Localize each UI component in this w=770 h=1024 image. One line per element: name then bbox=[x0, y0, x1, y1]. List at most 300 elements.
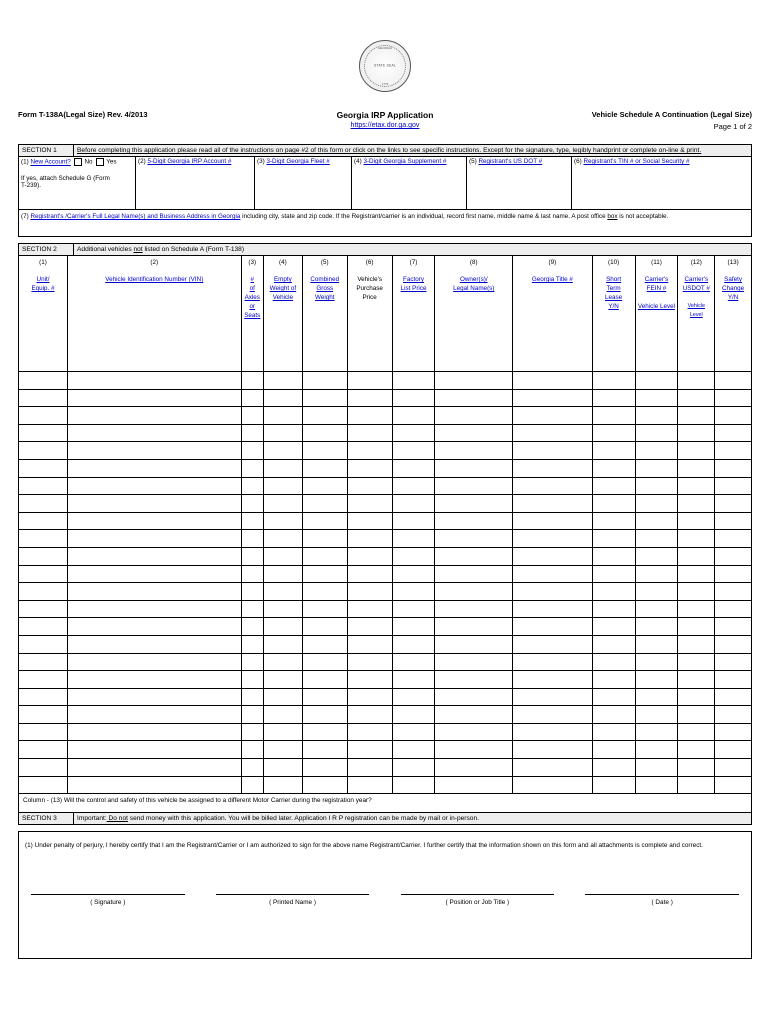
table-cell[interactable] bbox=[241, 635, 263, 653]
table-cell[interactable] bbox=[264, 618, 303, 636]
table-cell[interactable] bbox=[302, 653, 347, 671]
table-cell[interactable] bbox=[715, 565, 752, 583]
col10-line2[interactable]: Term bbox=[606, 285, 621, 292]
table-cell[interactable] bbox=[392, 442, 435, 460]
table-cell[interactable] bbox=[513, 688, 593, 706]
table-cell[interactable] bbox=[513, 635, 593, 653]
table-cell[interactable] bbox=[347, 512, 392, 530]
table-cell[interactable] bbox=[19, 477, 68, 495]
table-row[interactable] bbox=[19, 547, 752, 565]
table-cell[interactable] bbox=[19, 565, 68, 583]
table-cell[interactable] bbox=[513, 372, 593, 390]
table-cell[interactable] bbox=[513, 671, 593, 689]
table-cell[interactable] bbox=[635, 741, 678, 759]
table-cell[interactable] bbox=[678, 635, 715, 653]
table-cell[interactable] bbox=[241, 618, 263, 636]
table-cell[interactable] bbox=[678, 618, 715, 636]
table-cell[interactable] bbox=[513, 618, 593, 636]
new-account-no-checkbox[interactable] bbox=[74, 158, 82, 166]
table-cell[interactable] bbox=[264, 565, 303, 583]
table-cell[interactable] bbox=[592, 530, 635, 548]
table-row[interactable] bbox=[19, 706, 752, 724]
table-cell[interactable] bbox=[592, 389, 635, 407]
table-cell[interactable] bbox=[19, 653, 68, 671]
table-cell[interactable] bbox=[678, 759, 715, 777]
table-cell[interactable] bbox=[635, 495, 678, 513]
table-cell[interactable] bbox=[635, 547, 678, 565]
table-cell[interactable] bbox=[241, 600, 263, 618]
table-cell[interactable] bbox=[678, 547, 715, 565]
table-cell[interactable] bbox=[635, 389, 678, 407]
table-cell[interactable] bbox=[592, 618, 635, 636]
table-cell[interactable] bbox=[513, 407, 593, 425]
table-cell[interactable] bbox=[678, 495, 715, 513]
table-cell[interactable] bbox=[435, 442, 513, 460]
table-cell[interactable] bbox=[592, 723, 635, 741]
table-cell[interactable] bbox=[678, 776, 715, 794]
table-row[interactable] bbox=[19, 389, 752, 407]
table-cell[interactable] bbox=[715, 512, 752, 530]
table-cell[interactable] bbox=[347, 688, 392, 706]
table-cell[interactable] bbox=[435, 600, 513, 618]
table-cell[interactable] bbox=[19, 706, 68, 724]
col3-line4[interactable]: or bbox=[249, 303, 256, 310]
col5-line2[interactable]: Gross bbox=[316, 285, 334, 292]
col13-line1[interactable]: Safety bbox=[724, 276, 743, 283]
table-cell[interactable] bbox=[635, 635, 678, 653]
table-cell[interactable] bbox=[68, 565, 242, 583]
table-cell[interactable] bbox=[264, 512, 303, 530]
table-cell[interactable] bbox=[241, 583, 263, 601]
table-cell[interactable] bbox=[241, 512, 263, 530]
table-cell[interactable] bbox=[264, 442, 303, 460]
table-cell[interactable] bbox=[347, 600, 392, 618]
table-cell[interactable] bbox=[392, 389, 435, 407]
table-cell[interactable] bbox=[347, 759, 392, 777]
table-cell[interactable] bbox=[302, 706, 347, 724]
table-cell[interactable] bbox=[435, 635, 513, 653]
table-cell[interactable] bbox=[592, 442, 635, 460]
table-cell[interactable] bbox=[678, 600, 715, 618]
table-cell[interactable] bbox=[241, 671, 263, 689]
table-cell[interactable] bbox=[347, 776, 392, 794]
table-cell[interactable] bbox=[592, 653, 635, 671]
table-cell[interactable] bbox=[715, 547, 752, 565]
table-cell[interactable] bbox=[678, 723, 715, 741]
table-cell[interactable] bbox=[68, 635, 242, 653]
table-cell[interactable] bbox=[715, 477, 752, 495]
table-cell[interactable] bbox=[513, 741, 593, 759]
table-row[interactable] bbox=[19, 688, 752, 706]
table-cell[interactable] bbox=[513, 512, 593, 530]
table-cell[interactable] bbox=[347, 583, 392, 601]
table-cell[interactable] bbox=[635, 459, 678, 477]
table-cell[interactable] bbox=[241, 424, 263, 442]
table-cell[interactable] bbox=[513, 723, 593, 741]
table-cell[interactable] bbox=[435, 759, 513, 777]
table-row[interactable] bbox=[19, 477, 752, 495]
table-cell[interactable] bbox=[592, 495, 635, 513]
table-cell[interactable] bbox=[392, 741, 435, 759]
col1-line1[interactable]: Unit/ bbox=[36, 276, 50, 283]
table-cell[interactable] bbox=[19, 583, 68, 601]
table-cell[interactable] bbox=[513, 653, 593, 671]
col3-line3[interactable]: Axles bbox=[244, 294, 260, 301]
col13-line2[interactable]: Change bbox=[722, 285, 745, 292]
table-cell[interactable] bbox=[302, 389, 347, 407]
table-cell[interactable] bbox=[678, 706, 715, 724]
table-cell[interactable] bbox=[678, 459, 715, 477]
table-cell[interactable] bbox=[635, 688, 678, 706]
table-cell[interactable] bbox=[19, 495, 68, 513]
table-cell[interactable] bbox=[264, 424, 303, 442]
table-cell[interactable] bbox=[264, 706, 303, 724]
table-cell[interactable] bbox=[678, 530, 715, 548]
table-row[interactable] bbox=[19, 723, 752, 741]
table-cell[interactable] bbox=[513, 600, 593, 618]
table-cell[interactable] bbox=[264, 653, 303, 671]
table-cell[interactable] bbox=[241, 706, 263, 724]
table-cell[interactable] bbox=[715, 407, 752, 425]
table-cell[interactable] bbox=[264, 600, 303, 618]
table-cell[interactable] bbox=[68, 372, 242, 390]
table-cell[interactable] bbox=[347, 442, 392, 460]
table-cell[interactable] bbox=[241, 565, 263, 583]
table-cell[interactable] bbox=[635, 759, 678, 777]
table-cell[interactable] bbox=[19, 600, 68, 618]
table-cell[interactable] bbox=[392, 530, 435, 548]
col9-line1[interactable]: Georgia Title # bbox=[531, 276, 573, 283]
table-cell[interactable] bbox=[19, 530, 68, 548]
table-cell[interactable] bbox=[19, 618, 68, 636]
table-cell[interactable] bbox=[513, 495, 593, 513]
col8-line2[interactable]: Legal Name(s) bbox=[453, 285, 495, 292]
table-cell[interactable] bbox=[392, 583, 435, 601]
table-cell[interactable] bbox=[678, 477, 715, 495]
table-cell[interactable] bbox=[302, 583, 347, 601]
col2-line1[interactable]: Vehicle Identification Number (VIN) bbox=[105, 276, 204, 283]
table-cell[interactable] bbox=[715, 600, 752, 618]
table-cell[interactable] bbox=[302, 442, 347, 460]
table-cell[interactable] bbox=[68, 759, 242, 777]
table-row[interactable] bbox=[19, 600, 752, 618]
table-cell[interactable] bbox=[68, 424, 242, 442]
field-new-account[interactable] bbox=[19, 157, 136, 210]
table-cell[interactable] bbox=[68, 776, 242, 794]
table-cell[interactable] bbox=[513, 565, 593, 583]
table-cell[interactable] bbox=[68, 671, 242, 689]
table-cell[interactable] bbox=[302, 776, 347, 794]
table-cell[interactable] bbox=[513, 442, 593, 460]
table-cell[interactable] bbox=[19, 389, 68, 407]
position-title-field[interactable] bbox=[395, 893, 561, 906]
table-row[interactable] bbox=[19, 565, 752, 583]
table-cell[interactable] bbox=[592, 671, 635, 689]
table-cell[interactable] bbox=[68, 706, 242, 724]
table-cell[interactable] bbox=[715, 618, 752, 636]
table-cell[interactable] bbox=[435, 530, 513, 548]
table-cell[interactable] bbox=[392, 424, 435, 442]
table-cell[interactable] bbox=[635, 583, 678, 601]
table-cell[interactable] bbox=[264, 389, 303, 407]
field-supplement-number[interactable] bbox=[352, 157, 467, 210]
table-cell[interactable] bbox=[678, 442, 715, 460]
table-cell[interactable] bbox=[392, 459, 435, 477]
field-us-dot[interactable] bbox=[467, 157, 572, 210]
col1-line2[interactable]: Equip. # bbox=[31, 285, 55, 292]
table-cell[interactable] bbox=[715, 442, 752, 460]
table-cell[interactable] bbox=[435, 688, 513, 706]
table-cell[interactable] bbox=[264, 583, 303, 601]
table-cell[interactable] bbox=[635, 477, 678, 495]
table-cell[interactable] bbox=[678, 389, 715, 407]
table-cell[interactable] bbox=[302, 671, 347, 689]
table-cell[interactable] bbox=[715, 372, 752, 390]
table-row[interactable] bbox=[19, 512, 752, 530]
table-cell[interactable] bbox=[592, 688, 635, 706]
table-cell[interactable] bbox=[635, 723, 678, 741]
table-row[interactable] bbox=[19, 759, 752, 777]
table-cell[interactable] bbox=[678, 424, 715, 442]
table-cell[interactable] bbox=[592, 407, 635, 425]
table-row[interactable] bbox=[19, 653, 752, 671]
table-cell[interactable] bbox=[678, 653, 715, 671]
table-cell[interactable] bbox=[68, 459, 242, 477]
table-cell[interactable] bbox=[635, 653, 678, 671]
table-cell[interactable] bbox=[715, 583, 752, 601]
table-cell[interactable] bbox=[302, 741, 347, 759]
table-cell[interactable] bbox=[435, 618, 513, 636]
col12-line2[interactable]: USDOT # bbox=[682, 285, 710, 292]
field-fleet-number[interactable] bbox=[255, 157, 352, 210]
col11-line1[interactable]: Carrier's bbox=[644, 276, 669, 283]
table-cell[interactable] bbox=[68, 600, 242, 618]
table-cell[interactable] bbox=[392, 618, 435, 636]
date-field[interactable] bbox=[579, 893, 745, 906]
date-line[interactable] bbox=[585, 893, 739, 895]
table-cell[interactable] bbox=[592, 759, 635, 777]
table-cell[interactable] bbox=[715, 459, 752, 477]
table-cell[interactable] bbox=[392, 512, 435, 530]
table-cell[interactable] bbox=[678, 512, 715, 530]
table-cell[interactable] bbox=[715, 706, 752, 724]
table-cell[interactable] bbox=[347, 459, 392, 477]
table-cell[interactable] bbox=[392, 653, 435, 671]
table-cell[interactable] bbox=[68, 389, 242, 407]
table-cell[interactable] bbox=[241, 688, 263, 706]
printed-name-line[interactable] bbox=[216, 893, 370, 895]
table-cell[interactable] bbox=[19, 547, 68, 565]
col12-line4[interactable]: Vehicle Level bbox=[687, 303, 705, 318]
table-cell[interactable] bbox=[635, 512, 678, 530]
col4-line3[interactable]: Vehicle bbox=[272, 294, 294, 301]
etax-link[interactable]: https://etax.dor.ga.gov bbox=[350, 122, 420, 129]
col12-line1[interactable]: Carrier's bbox=[684, 276, 709, 283]
table-cell[interactable] bbox=[392, 477, 435, 495]
table-cell[interactable] bbox=[715, 424, 752, 442]
table-cell[interactable] bbox=[264, 530, 303, 548]
table-cell[interactable] bbox=[347, 530, 392, 548]
table-cell[interactable] bbox=[435, 671, 513, 689]
col10-line4[interactable]: Y/N bbox=[608, 303, 619, 310]
table-cell[interactable] bbox=[347, 495, 392, 513]
table-cell[interactable] bbox=[435, 459, 513, 477]
table-cell[interactable] bbox=[241, 407, 263, 425]
table-cell[interactable] bbox=[302, 530, 347, 548]
col3-line5[interactable]: Seats bbox=[244, 312, 261, 319]
table-cell[interactable] bbox=[678, 407, 715, 425]
table-cell[interactable] bbox=[592, 706, 635, 724]
table-cell[interactable] bbox=[435, 407, 513, 425]
signature-line[interactable] bbox=[31, 893, 185, 895]
table-cell[interactable] bbox=[68, 688, 242, 706]
table-cell[interactable] bbox=[347, 407, 392, 425]
table-cell[interactable] bbox=[19, 424, 68, 442]
table-cell[interactable] bbox=[715, 671, 752, 689]
table-row[interactable] bbox=[19, 424, 752, 442]
col5-line3[interactable]: Weight bbox=[314, 294, 335, 301]
table-cell[interactable] bbox=[592, 600, 635, 618]
table-cell[interactable] bbox=[678, 741, 715, 759]
table-cell[interactable] bbox=[19, 741, 68, 759]
table-row[interactable] bbox=[19, 459, 752, 477]
table-cell[interactable] bbox=[302, 459, 347, 477]
table-cell[interactable] bbox=[302, 565, 347, 583]
table-cell[interactable] bbox=[302, 495, 347, 513]
table-cell[interactable] bbox=[347, 741, 392, 759]
table-cell[interactable] bbox=[19, 723, 68, 741]
col3-line2[interactable]: of bbox=[249, 285, 255, 292]
table-cell[interactable] bbox=[68, 741, 242, 759]
table-cell[interactable] bbox=[302, 759, 347, 777]
table-cell[interactable] bbox=[302, 547, 347, 565]
table-row[interactable] bbox=[19, 530, 752, 548]
table-cell[interactable] bbox=[347, 635, 392, 653]
table-cell[interactable] bbox=[592, 741, 635, 759]
table-cell[interactable] bbox=[264, 372, 303, 390]
table-cell[interactable] bbox=[241, 759, 263, 777]
table-cell[interactable] bbox=[347, 477, 392, 495]
table-cell[interactable] bbox=[435, 706, 513, 724]
table-cell[interactable] bbox=[592, 424, 635, 442]
table-cell[interactable] bbox=[513, 776, 593, 794]
table-cell[interactable] bbox=[241, 389, 263, 407]
table-cell[interactable] bbox=[392, 723, 435, 741]
table-cell[interactable] bbox=[513, 389, 593, 407]
table-cell[interactable] bbox=[241, 459, 263, 477]
table-cell[interactable] bbox=[513, 530, 593, 548]
table-cell[interactable] bbox=[264, 495, 303, 513]
field-registrant-address[interactable] bbox=[19, 210, 752, 237]
table-cell[interactable] bbox=[392, 635, 435, 653]
table-cell[interactable] bbox=[435, 495, 513, 513]
position-title-line[interactable] bbox=[401, 893, 555, 895]
table-cell[interactable] bbox=[678, 583, 715, 601]
table-cell[interactable] bbox=[68, 407, 242, 425]
table-cell[interactable] bbox=[513, 477, 593, 495]
col7-line2[interactable]: List Price bbox=[400, 285, 427, 292]
table-cell[interactable] bbox=[347, 723, 392, 741]
table-row[interactable] bbox=[19, 618, 752, 636]
table-cell[interactable] bbox=[635, 776, 678, 794]
table-cell[interactable] bbox=[392, 671, 435, 689]
table-row[interactable] bbox=[19, 671, 752, 689]
table-row[interactable] bbox=[19, 583, 752, 601]
table-cell[interactable] bbox=[392, 688, 435, 706]
col7-line1[interactable]: Factory bbox=[403, 276, 425, 283]
table-cell[interactable] bbox=[19, 372, 68, 390]
table-cell[interactable] bbox=[264, 723, 303, 741]
table-cell[interactable] bbox=[592, 512, 635, 530]
table-cell[interactable] bbox=[19, 459, 68, 477]
table-cell[interactable] bbox=[678, 671, 715, 689]
table-cell[interactable] bbox=[302, 635, 347, 653]
field-irp-account[interactable] bbox=[136, 157, 255, 210]
table-cell[interactable] bbox=[592, 583, 635, 601]
table-cell[interactable] bbox=[302, 618, 347, 636]
col4-line2[interactable]: Weight of bbox=[269, 285, 297, 292]
col11-line4[interactable]: Vehicle Level bbox=[637, 303, 676, 310]
table-cell[interactable] bbox=[513, 547, 593, 565]
table-cell[interactable] bbox=[513, 424, 593, 442]
table-row[interactable] bbox=[19, 407, 752, 425]
table-cell[interactable] bbox=[435, 653, 513, 671]
table-cell[interactable] bbox=[592, 776, 635, 794]
table-cell[interactable] bbox=[715, 530, 752, 548]
table-cell[interactable] bbox=[715, 723, 752, 741]
table-cell[interactable] bbox=[241, 442, 263, 460]
table-cell[interactable] bbox=[635, 372, 678, 390]
signature-field[interactable] bbox=[25, 893, 191, 906]
table-cell[interactable] bbox=[435, 723, 513, 741]
col8-line1[interactable]: Owner(s)/ bbox=[459, 276, 488, 283]
table-cell[interactable] bbox=[513, 583, 593, 601]
table-cell[interactable] bbox=[302, 424, 347, 442]
table-row[interactable] bbox=[19, 442, 752, 460]
table-cell[interactable] bbox=[19, 759, 68, 777]
table-cell[interactable] bbox=[635, 671, 678, 689]
table-cell[interactable] bbox=[715, 389, 752, 407]
col5-line1[interactable]: Combined bbox=[310, 276, 340, 283]
table-cell[interactable] bbox=[302, 372, 347, 390]
table-cell[interactable] bbox=[635, 600, 678, 618]
table-cell[interactable] bbox=[592, 635, 635, 653]
col10-line1[interactable]: Short bbox=[606, 276, 622, 283]
table-cell[interactable] bbox=[513, 459, 593, 477]
table-cell[interactable] bbox=[302, 477, 347, 495]
col10-line3[interactable]: Lease bbox=[605, 294, 623, 301]
table-cell[interactable] bbox=[435, 424, 513, 442]
table-cell[interactable] bbox=[635, 442, 678, 460]
table-cell[interactable] bbox=[678, 565, 715, 583]
table-cell[interactable] bbox=[19, 442, 68, 460]
table-cell[interactable] bbox=[264, 547, 303, 565]
table-cell[interactable] bbox=[68, 653, 242, 671]
table-cell[interactable] bbox=[435, 583, 513, 601]
table-cell[interactable] bbox=[392, 547, 435, 565]
table-cell[interactable] bbox=[19, 635, 68, 653]
table-cell[interactable] bbox=[513, 706, 593, 724]
table-cell[interactable] bbox=[635, 565, 678, 583]
table-cell[interactable] bbox=[635, 706, 678, 724]
table-cell[interactable] bbox=[241, 723, 263, 741]
table-cell[interactable] bbox=[264, 759, 303, 777]
col11-line2[interactable]: FEIN # bbox=[646, 285, 667, 292]
table-cell[interactable] bbox=[392, 706, 435, 724]
table-cell[interactable] bbox=[68, 477, 242, 495]
table-cell[interactable] bbox=[241, 495, 263, 513]
table-cell[interactable] bbox=[435, 389, 513, 407]
